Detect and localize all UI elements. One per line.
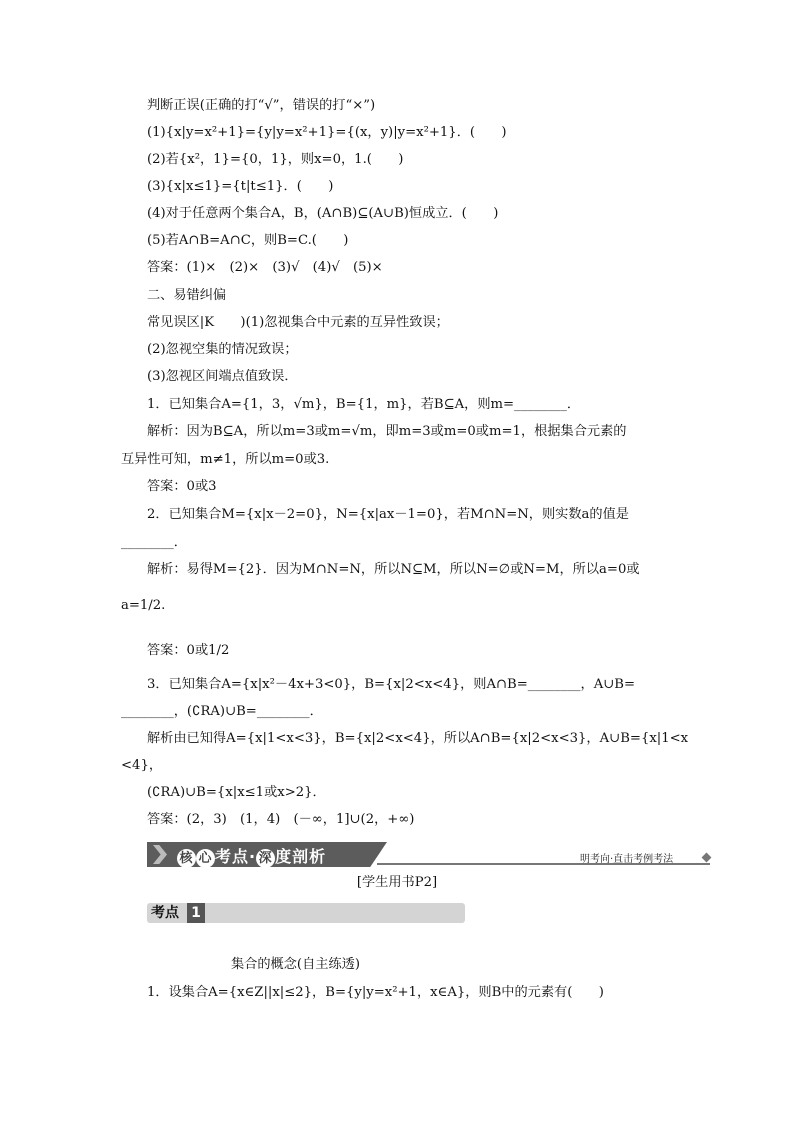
banner-title-char-1: 核 — [177, 849, 196, 868]
banner-subtitle: 明考向·直击考例考法 — [580, 854, 674, 865]
analysis-3c: (∁RA)∪B={x|x≤1或x>2}． — [147, 785, 326, 800]
judgment-item-1: (1){x|y=x²+1}={y|y=x²+1}={(x，y)|y=x²+1}．( ) — [147, 125, 507, 140]
analysis-2a: 解析：易得M={2}．因为M∩N=N，所以N⊆M，所以N=∅或N=M，所以a=0或 — [147, 562, 640, 577]
pitfall-2: (2)忽视空集的情况致误； — [147, 342, 298, 357]
question-1: 1．设集合A={x∈Z||x|≤2}，B={y|y=x²+1，x∈A}，则B中的元素有( ) — [147, 985, 604, 1000]
judgment-item-2: (2)若{x²，1}={0，1}，则x=0，1.( ) — [147, 152, 404, 167]
analysis-3b: <4}， — [121, 758, 163, 773]
exercise-2-blank: ________． — [121, 535, 187, 550]
pitfall-1: 常见误区|K )(1)忽视集合中元素的互异性致误； — [147, 315, 449, 330]
answer-3: 答案：(2，3) (1，4) (－∞，1]∪(2，+∞) — [147, 812, 415, 827]
instruction-line: 判断正误(正确的打“√”，错误的打“×”) — [147, 98, 376, 113]
exercise-3b: ________，(∁RA)∪B=________． — [121, 704, 323, 719]
banner-title — [177, 844, 326, 868]
analysis-3a: 解析由已知得A={x|1<x<3}，B={x|2<x<4}，所以A∩B={x|2<x<3}，A∪B={x|1<x — [147, 731, 689, 746]
judgment-item-3: (3){x|x≤1}={t|t≤1}．( ) — [147, 179, 334, 194]
pitfall-3: (3)忽视区间端点值致误． — [147, 369, 298, 384]
banner-title-mid: 考点· — [215, 847, 257, 866]
section-heading: 二、易错纠偏 — [147, 288, 227, 303]
exercise-2: 2．已知集合M={x|x－2=0}，N={x|ax－1=0}，若M∩N=N，则实数a的值是 — [147, 507, 629, 522]
analysis-1a: 解析：因为B⊆A，所以m=3或m=√m，即m=3或m=0或m=1，根据集合元素的 — [147, 424, 627, 439]
banner-title-char-3: 深 — [256, 849, 275, 868]
exercise-3a: 3．已知集合A={x|x²－4x+3<0}，B={x|2<x<4}，则A∩B=________，A∪B= — [147, 677, 636, 692]
banner-title-char-2: 心 — [196, 849, 215, 868]
kaodian-number: 1 — [187, 903, 205, 923]
judgment-item-4: (4)对于任意两个集合A，B，(A∩B)⊆(A∪B)恒成立．( ) — [147, 206, 499, 221]
book-reference: [学生用书P2] — [356, 875, 438, 890]
answer-2: 答案：0或1/2 — [147, 643, 230, 658]
banner-title-end: 度剖析 — [275, 847, 327, 866]
analysis-2b: a=1/2. — [121, 598, 166, 613]
analysis-1b: 互异性可知，m≠1，所以m=0或3. — [121, 452, 330, 467]
diamond-icon — [702, 853, 712, 863]
answer-1: 答案：0或3 — [147, 479, 217, 494]
exercise-1: 1．已知集合A={1，3，√m}，B={1，m}，若B⊆A，则m=________． — [147, 397, 581, 412]
section-title: 集合的概念(自主练透) — [231, 957, 360, 972]
kaodian-label: 考点 — [151, 905, 179, 921]
judgment-item-5: (5)若A∩B=A∩C，则B=C.( ) — [147, 233, 349, 248]
answer-line: 答案：(1)× (2)× (3)√ (4)√ (5)× — [147, 260, 383, 275]
section-banner — [147, 842, 710, 869]
kaodian-bar — [147, 903, 465, 923]
